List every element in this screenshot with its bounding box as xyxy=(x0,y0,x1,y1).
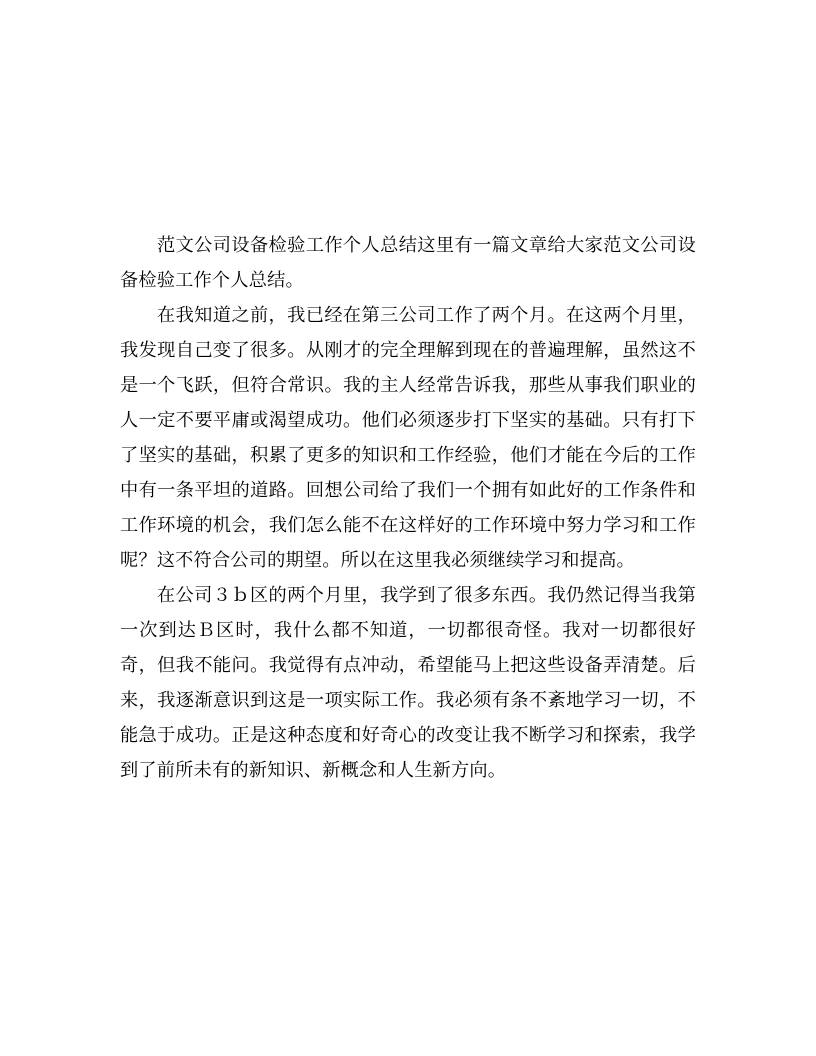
document-body xyxy=(120,228,696,788)
paragraph-intro: 范文公司设备检验工作个人总结这里有一篇文章给大家范文公司设备检验工作个人总结。 xyxy=(120,235,696,291)
paragraph-experience: 在我知道之前，我已经在第三公司工作了两个月。在这两个月里，我发现自己变了很多。从刚才的完全理解到现在的普遍理解，虽然这不是一个飞跃，但符合常识。我的主人经常告诉我，那些从事我们职业的人一定不要平庸或渴望成功。他们必须逐步打下坚实的基础。只有打下了坚实的基础，积累了更多的知识和工作经验，他们才能在今后的工作中有一条平坦的道路。回想公司给了我们一个拥有如此好的工作条件和工作环境的机会，我们怎么能不在这样好的工作环境中努力学习和工作呢？这不符合公司的期望。所以在这里我必须继续学习和提高。 xyxy=(120,305,696,571)
paragraph-learning: 在公司３ｂ区的两个月里，我学到了很多东西。我仍然记得当我第一次到达Ｂ区时，我什么都不知道，一切都很奇怪。我对一切都很好奇，但我不能问。我觉得有点冲动，希望能马上把这些设备弄清楚。后来，我逐渐意识到这是一项实际工作。我必须有条不紊地学习一切，不能急于成功。正是这种态度和好奇心的改变让我不断学习和探索，我学到了前所未有的新知识、新概念和人生新方向。 xyxy=(120,585,696,781)
